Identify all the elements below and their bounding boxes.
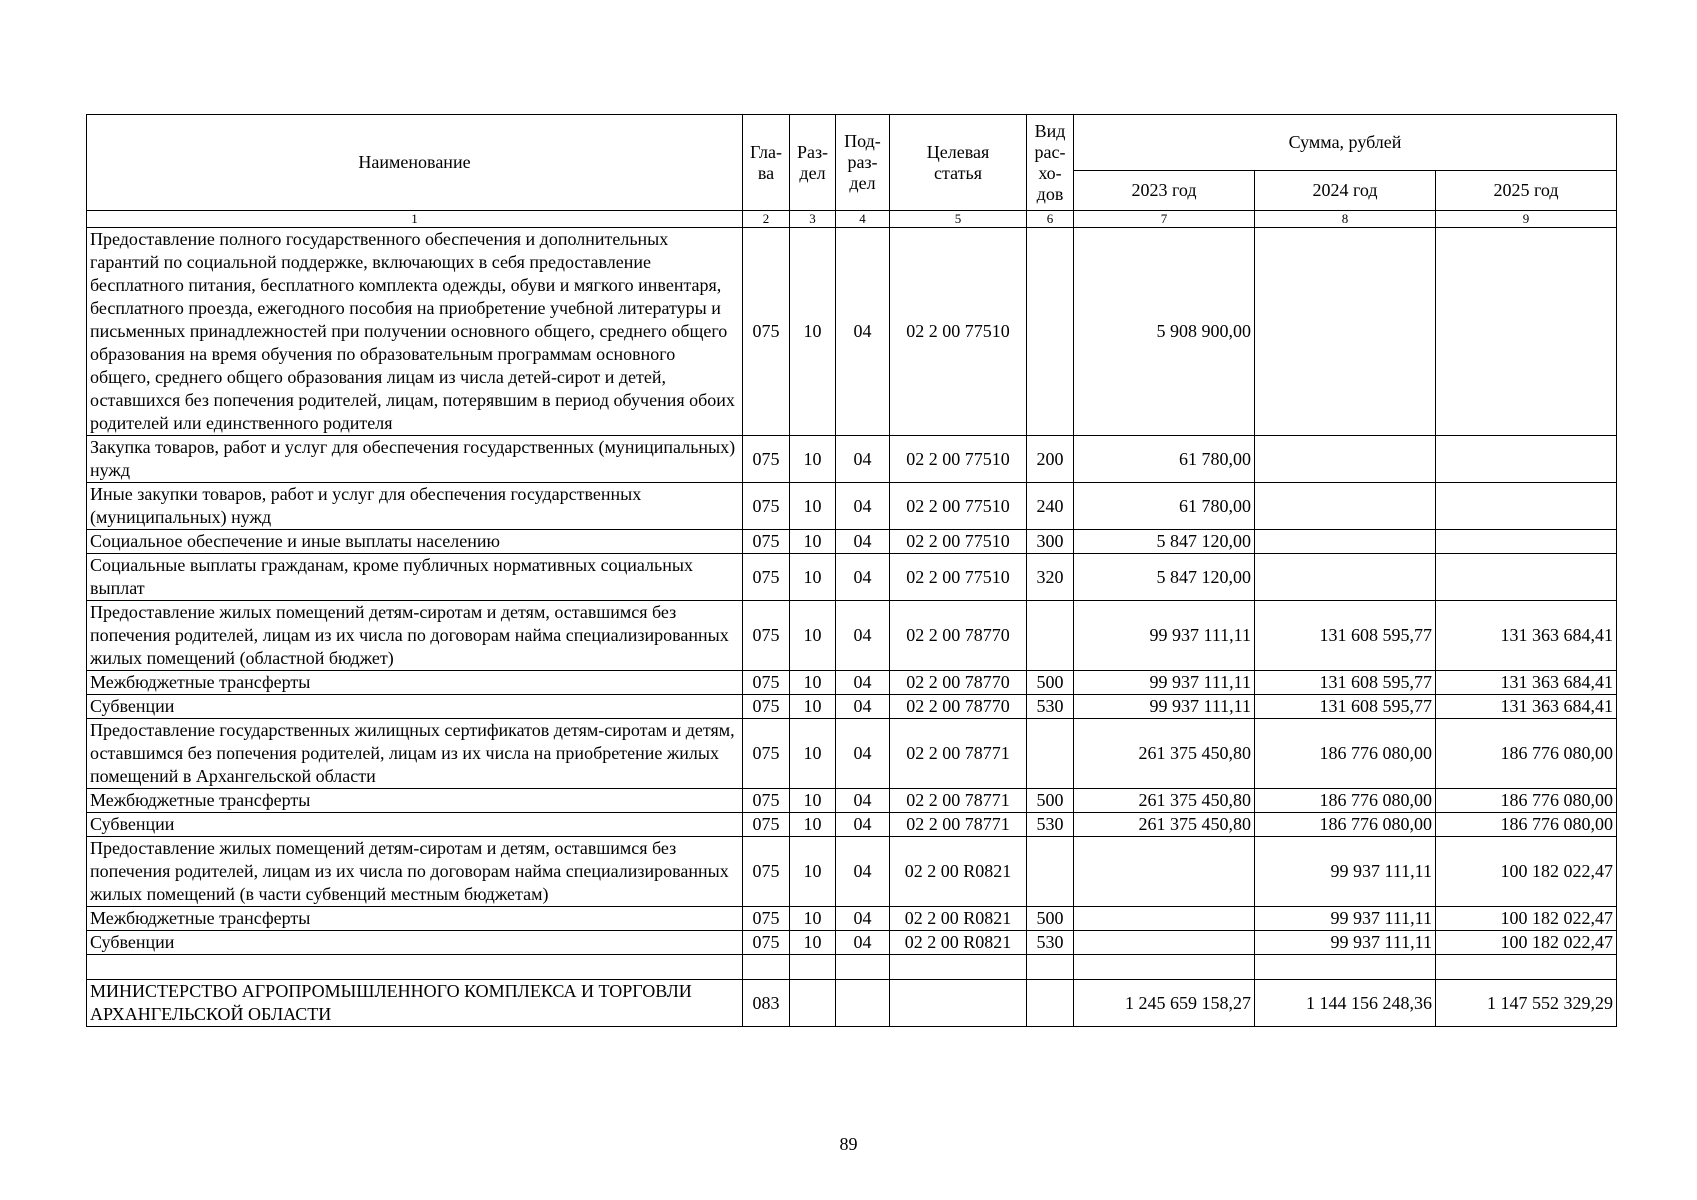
cell-target-article: 02 2 00 R0821 <box>890 837 1027 907</box>
page-number: 89 <box>839 1134 858 1154</box>
cell-amount-2023: 99 937 111,11 <box>1074 695 1255 719</box>
cell-name: Социальное обеспечение и иные выплаты населению <box>87 530 743 554</box>
cell-target-article <box>890 955 1027 980</box>
column-number-row <box>87 211 1617 228</box>
cell-name: Предоставление жилых помещений детям-сиротам и детям, оставшимся без попечения родителей, лицам из их числа по договорам найма специализированных жилых помещений (областной бюджет) <box>87 601 743 671</box>
cell-target-article: 02 2 00 78770 <box>890 671 1027 695</box>
cell-name: Иные закупки товаров, работ и услуг для обеспечения государственных (муниципальных) нужд <box>87 483 743 530</box>
cell-chapter: 075 <box>743 671 790 695</box>
cell-section: 10 <box>790 907 836 931</box>
cell-amount-2025: 186 776 080,00 <box>1436 789 1617 813</box>
cell-section: 10 <box>790 671 836 695</box>
table-row <box>87 907 1617 931</box>
cell-amount-2024: 99 937 111,11 <box>1255 907 1436 931</box>
cell-subsection: 04 <box>836 719 890 789</box>
cell-amount-2024: 186 776 080,00 <box>1255 789 1436 813</box>
cell-target-article: 02 2 00 77510 <box>890 483 1027 530</box>
cell-amount-2025: 131 363 684,41 <box>1436 671 1617 695</box>
cell-amount-2023: 61 780,00 <box>1074 483 1255 530</box>
cell-section: 10 <box>790 695 836 719</box>
cell-target-article <box>890 980 1027 1027</box>
cell-amount-2023: 99 937 111,11 <box>1074 601 1255 671</box>
header-year-2025: 2025 год <box>1436 171 1617 211</box>
cell-chapter: 075 <box>743 907 790 931</box>
cell-section: 10 <box>790 789 836 813</box>
table-body <box>87 228 1617 1027</box>
cell-amount-2023: 5 847 120,00 <box>1074 530 1255 554</box>
cell-expense-type: 530 <box>1027 695 1074 719</box>
cell-amount-2025: 186 776 080,00 <box>1436 719 1617 789</box>
cell-name: Социальные выплаты гражданам, кроме публичных нормативных социальных выплат <box>87 554 743 601</box>
table-row <box>87 813 1617 837</box>
column-number-cell: 4 <box>836 211 890 228</box>
cell-target-article: 02 2 00 77510 <box>890 228 1027 436</box>
cell-expense-type: 530 <box>1027 813 1074 837</box>
table-row <box>87 955 1617 980</box>
cell-chapter <box>743 955 790 980</box>
cell-expense-type: 200 <box>1027 436 1074 483</box>
cell-expense-type <box>1027 980 1074 1027</box>
cell-subsection: 04 <box>836 837 890 907</box>
cell-target-article: 02 2 00 78771 <box>890 789 1027 813</box>
cell-subsection: 04 <box>836 789 890 813</box>
cell-subsection <box>836 980 890 1027</box>
table-row <box>87 530 1617 554</box>
cell-amount-2025: 1 147 552 329,29 <box>1436 980 1617 1027</box>
cell-chapter: 075 <box>743 789 790 813</box>
cell-subsection <box>836 955 890 980</box>
cell-expense-type: 500 <box>1027 671 1074 695</box>
cell-chapter: 075 <box>743 813 790 837</box>
header-expense-type: Вид рас- хо- дов <box>1027 115 1074 211</box>
cell-amount-2023 <box>1074 837 1255 907</box>
cell-subsection: 04 <box>836 671 890 695</box>
cell-amount-2023: 5 908 900,00 <box>1074 228 1255 436</box>
cell-section: 10 <box>790 554 836 601</box>
table-row <box>87 228 1617 436</box>
cell-amount-2025: 131 363 684,41 <box>1436 601 1617 671</box>
cell-subsection: 04 <box>836 695 890 719</box>
column-number-cell: 3 <box>790 211 836 228</box>
cell-amount-2025 <box>1436 530 1617 554</box>
column-number-cell: 8 <box>1255 211 1436 228</box>
cell-name: Субвенции <box>87 813 743 837</box>
cell-expense-type: 530 <box>1027 931 1074 955</box>
cell-section: 10 <box>790 931 836 955</box>
cell-amount-2025: 100 182 022,47 <box>1436 907 1617 931</box>
cell-amount-2024 <box>1255 530 1436 554</box>
cell-target-article: 02 2 00 78770 <box>890 601 1027 671</box>
cell-section: 10 <box>790 601 836 671</box>
cell-amount-2025: 131 363 684,41 <box>1436 695 1617 719</box>
header-name: Наименование <box>87 115 743 211</box>
cell-expense-type: 500 <box>1027 789 1074 813</box>
header-section: Раз- дел <box>790 115 836 211</box>
cell-name: Предоставление жилых помещений детям-сиротам и детям, оставшимся без попечения родителей, лицам из их числа по договорам найма специализированных жилых помещений (в части субвенций местным бюджетам) <box>87 837 743 907</box>
column-number-cell: 1 <box>87 211 743 228</box>
cell-target-article: 02 2 00 78770 <box>890 695 1027 719</box>
cell-amount-2025 <box>1436 554 1617 601</box>
cell-chapter: 075 <box>743 695 790 719</box>
cell-chapter: 075 <box>743 719 790 789</box>
table-row <box>87 980 1617 1027</box>
table-row <box>87 436 1617 483</box>
column-number-cell: 2 <box>743 211 790 228</box>
cell-amount-2025 <box>1436 483 1617 530</box>
cell-amount-2024: 99 937 111,11 <box>1255 931 1436 955</box>
cell-chapter: 075 <box>743 228 790 436</box>
cell-name: Закупка товаров, работ и услуг для обеспечения государственных (муниципальных) нужд <box>87 436 743 483</box>
cell-section: 10 <box>790 436 836 483</box>
cell-amount-2024: 186 776 080,00 <box>1255 719 1436 789</box>
cell-chapter: 075 <box>743 483 790 530</box>
cell-section: 10 <box>790 837 836 907</box>
cell-expense-type <box>1027 601 1074 671</box>
cell-amount-2025: 186 776 080,00 <box>1436 813 1617 837</box>
cell-expense-type <box>1027 955 1074 980</box>
cell-amount-2023: 1 245 659 158,27 <box>1074 980 1255 1027</box>
cell-amount-2024: 131 608 595,77 <box>1255 601 1436 671</box>
cell-amount-2023 <box>1074 931 1255 955</box>
cell-subsection: 04 <box>836 530 890 554</box>
cell-expense-type <box>1027 719 1074 789</box>
cell-amount-2025 <box>1436 955 1617 980</box>
cell-chapter: 075 <box>743 554 790 601</box>
cell-amount-2024 <box>1255 955 1436 980</box>
cell-expense-type: 500 <box>1027 907 1074 931</box>
budget-table <box>86 114 1617 1027</box>
table-row <box>87 695 1617 719</box>
table-row <box>87 789 1617 813</box>
cell-name: Субвенции <box>87 931 743 955</box>
cell-section: 10 <box>790 483 836 530</box>
cell-amount-2024: 1 144 156 248,36 <box>1255 980 1436 1027</box>
cell-amount-2023: 261 375 450,80 <box>1074 813 1255 837</box>
cell-amount-2023: 61 780,00 <box>1074 436 1255 483</box>
table-row <box>87 719 1617 789</box>
cell-amount-2025 <box>1436 228 1617 436</box>
cell-amount-2024: 131 608 595,77 <box>1255 671 1436 695</box>
cell-amount-2023: 261 375 450,80 <box>1074 789 1255 813</box>
cell-section: 10 <box>790 813 836 837</box>
cell-target-article: 02 2 00 77510 <box>890 436 1027 483</box>
cell-expense-type: 320 <box>1027 554 1074 601</box>
cell-expense-type <box>1027 837 1074 907</box>
cell-target-article: 02 2 00 R0821 <box>890 931 1027 955</box>
cell-chapter: 075 <box>743 601 790 671</box>
cell-amount-2023 <box>1074 955 1255 980</box>
cell-subsection: 04 <box>836 436 890 483</box>
cell-chapter: 075 <box>743 837 790 907</box>
table-row <box>87 554 1617 601</box>
cell-target-article: 02 2 00 78771 <box>890 719 1027 789</box>
cell-amount-2024: 99 937 111,11 <box>1255 837 1436 907</box>
column-number-cell: 7 <box>1074 211 1255 228</box>
cell-expense-type: 300 <box>1027 530 1074 554</box>
cell-target-article: 02 2 00 77510 <box>890 530 1027 554</box>
header-year-2024: 2024 год <box>1255 171 1436 211</box>
cell-amount-2025 <box>1436 436 1617 483</box>
cell-amount-2024 <box>1255 554 1436 601</box>
cell-name: Предоставление полного государственного обеспечения и дополнительных гарантий по социальной поддержке, включающих в себя предоставление бесплатного питания, бесплатного комплекта одежды, обуви и мягкого инвентаря, бесплатного проезда, ежегодного пособия на приобретение учебной литературы и письменных принадлежностей при получении основного общего, среднего общего образования на время обучения по образовательным программам основного общего, среднего общего образования лицам из числа детей-сирот и детей, оставшихся без попечения родителей, лицам, потерявшим в период обучения обоих родителей или единственного родителя <box>87 228 743 436</box>
cell-subsection: 04 <box>836 813 890 837</box>
cell-amount-2024 <box>1255 483 1436 530</box>
cell-subsection: 04 <box>836 483 890 530</box>
cell-amount-2023: 5 847 120,00 <box>1074 554 1255 601</box>
header-target-article: Целевая статья <box>890 115 1027 211</box>
cell-amount-2023: 261 375 450,80 <box>1074 719 1255 789</box>
cell-amount-2024 <box>1255 436 1436 483</box>
cell-subsection: 04 <box>836 554 890 601</box>
header-subsection: Под- раз- дел <box>836 115 890 211</box>
cell-section: 10 <box>790 719 836 789</box>
cell-expense-type <box>1027 228 1074 436</box>
cell-amount-2024 <box>1255 228 1436 436</box>
cell-amount-2025: 100 182 022,47 <box>1436 931 1617 955</box>
cell-name: Межбюджетные трансферты <box>87 789 743 813</box>
cell-subsection: 04 <box>836 907 890 931</box>
cell-expense-type: 240 <box>1027 483 1074 530</box>
column-number-cell: 6 <box>1027 211 1074 228</box>
cell-target-article: 02 2 00 77510 <box>890 554 1027 601</box>
cell-section: 10 <box>790 228 836 436</box>
cell-name: Субвенции <box>87 695 743 719</box>
cell-amount-2023 <box>1074 907 1255 931</box>
cell-amount-2025: 100 182 022,47 <box>1436 837 1617 907</box>
table-row <box>87 601 1617 671</box>
column-number-cell: 5 <box>890 211 1027 228</box>
cell-chapter: 083 <box>743 980 790 1027</box>
cell-amount-2023: 99 937 111,11 <box>1074 671 1255 695</box>
cell-subsection: 04 <box>836 931 890 955</box>
cell-subsection: 04 <box>836 601 890 671</box>
cell-section <box>790 980 836 1027</box>
cell-name: Межбюджетные трансферты <box>87 671 743 695</box>
table-row <box>87 483 1617 530</box>
header-chapter: Гла- ва <box>743 115 790 211</box>
header-sum: Сумма, рублей <box>1074 115 1617 171</box>
cell-name: Предоставление государственных жилищных сертификатов детям-сиротам и детям, оставшимся без попечения родителей, лицам из их числа на приобретение жилых помещений в Архангельской области <box>87 719 743 789</box>
header-year-2023: 2023 год <box>1074 171 1255 211</box>
cell-name: Межбюджетные трансферты <box>87 907 743 931</box>
table-row <box>87 671 1617 695</box>
cell-amount-2024: 131 608 595,77 <box>1255 695 1436 719</box>
cell-chapter: 075 <box>743 436 790 483</box>
cell-target-article: 02 2 00 R0821 <box>890 907 1027 931</box>
cell-target-article: 02 2 00 78771 <box>890 813 1027 837</box>
column-number-cell: 9 <box>1436 211 1617 228</box>
cell-subsection: 04 <box>836 228 890 436</box>
cell-name <box>87 955 743 980</box>
cell-amount-2024: 186 776 080,00 <box>1255 813 1436 837</box>
table-row <box>87 931 1617 955</box>
cell-chapter: 075 <box>743 530 790 554</box>
cell-name: МИНИСТЕРСТВО АГРОПРОМЫШЛЕННОГО КОМПЛЕКСА И ТОРГОВЛИ АРХАНГЕЛЬСКОЙ ОБЛАСТИ <box>87 980 743 1027</box>
table-row <box>87 837 1617 907</box>
cell-chapter: 075 <box>743 931 790 955</box>
cell-section <box>790 955 836 980</box>
cell-section: 10 <box>790 530 836 554</box>
